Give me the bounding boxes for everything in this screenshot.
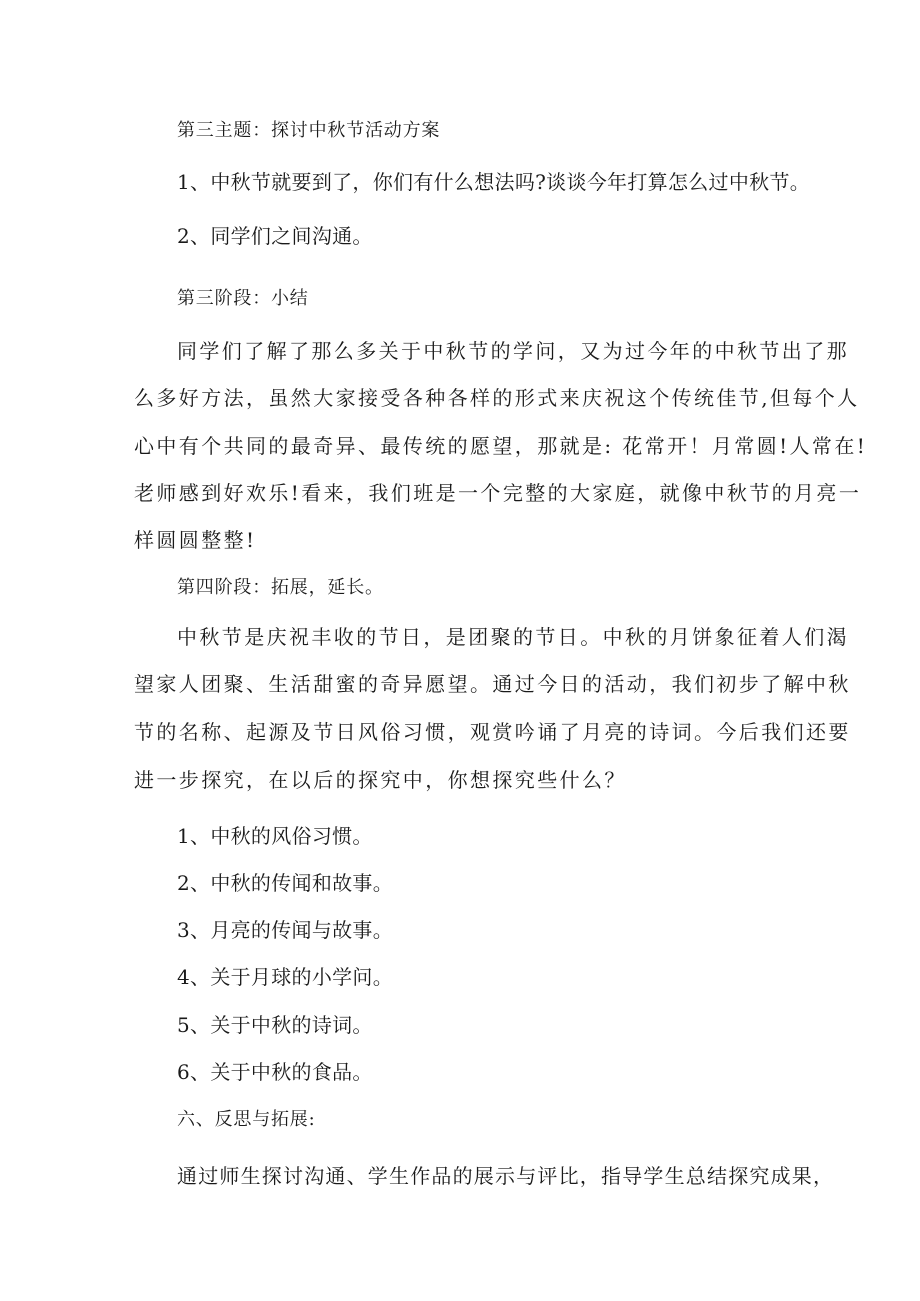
explore-item-4: 4、关于月球的小学问。: [177, 965, 394, 989]
reflection-heading: 六、反思与拓展:: [177, 1109, 316, 1130]
stage3-paragraph-line: 样圆圆整整!: [134, 528, 257, 552]
stage4-paragraph-line: 节的名称、起源及节日风俗习惯，观赏吟诵了月亮的诗词。今后我们还要: [134, 720, 851, 744]
reflection-line: 通过师生探讨沟通、学生作品的展示与评比，指导学生总结探究成果，: [177, 1164, 835, 1188]
theme-item-1: 1、中秋节就要到了，你们有什么想法吗?谈谈今年打算怎么过中秋节。: [177, 170, 811, 194]
stage3-paragraph-line: 心中有个共同的最奇异、最传统的愿望，那就是: 花常开！月常圆!人常在!: [134, 434, 868, 458]
explore-item-3: 3、月亮的传闻与故事。: [177, 918, 394, 942]
stage4-paragraph-line: 进一步探究，在以后的探究中，你想探究些什么？: [134, 768, 627, 792]
stage4-heading: 第四阶段：拓展，延长。: [177, 577, 384, 598]
stage4-paragraph-line: 望家人团聚、生活甜蜜的奇异愿望。通过今日的活动，我们初步了解中秋: [134, 672, 851, 696]
stage4-paragraph-line: 中秋节是庆祝丰收的节日，是团聚的节日。中秋的月饼象征着人们渴: [177, 625, 849, 649]
explore-item-6: 6、关于中秋的食品。: [177, 1060, 373, 1084]
theme-item-2: 2、同学们之间沟通。: [177, 224, 373, 248]
explore-item-1: 1、中秋的风俗习惯。: [177, 824, 373, 848]
stage3-paragraph-line: 同学们了解了那么多关于中秋节的学问，又为过今年的中秋节出了那: [177, 339, 849, 363]
stage3-paragraph-line: 么多好方法，虽然大家接受各种各样的形式来庆祝这个传统佳节,但每个人: [134, 386, 860, 410]
explore-item-2: 2、中秋的传闻和故事。: [177, 871, 394, 895]
stage3-paragraph-line: 老师感到好欢乐!看来，我们班是一个完整的大家庭，就像中秋节的月亮一: [134, 481, 862, 505]
stage3-heading: 第三阶段：小结: [177, 288, 309, 309]
theme-heading: 第三主题：探讨中秋节活动方案: [177, 120, 441, 141]
explore-item-5: 5、关于中秋的诗词。: [177, 1013, 373, 1037]
